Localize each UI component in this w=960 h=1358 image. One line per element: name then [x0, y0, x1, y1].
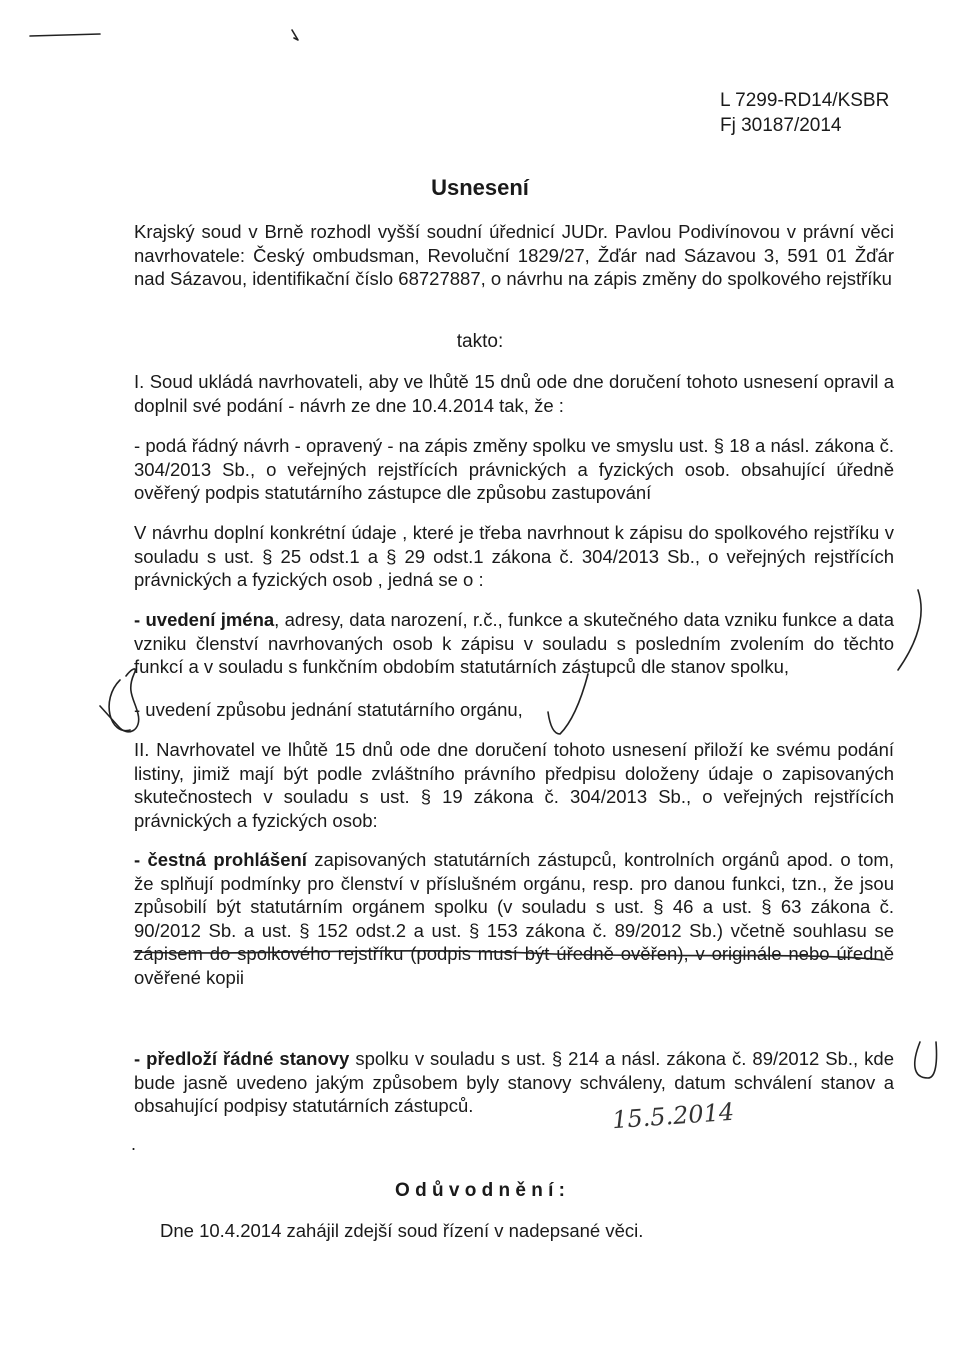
statutes-rest: spolku v souladu s ust. § 214 a násl. zákona č. 89/2012 Sb., kde bude jasně uvedeno jakým způsobem byly stanovy schváleny, datum schválení stanov a obsahující podpisy statutárních zástupců. — [134, 1048, 895, 1116]
document-title: Usnesení — [431, 175, 529, 200]
paragraph-details: V návrhu doplní konkrétní údaje , které je třeba navrhnout k zápisu do spolkového rejstříku v souladu s ust. § 25 odst.1 a § 29 odst.1 zákona č. 304/2013 Sb., o veřejných rejstřících právnických a fyzických osob , jedná se o : — [134, 522, 894, 590]
declarations-rest: zapisovaných statutárních zástupců, kontrolních orgánů apod. o tom, že splňují podmínky pro členství v příslušném orgánu, resp. pro danou funkci, tzn., že jsou způsobilí být statutárním orgánem spolku (v souladu s ust. § 46 a ust. § 63 zákona č. 90/2012 Sb. a ust. § 152 odst.2 a ust. § 153 zákona č. 89/2012 Sb.) včetně souhlasu se zápisem do spolkového rejstříku (podpis musí být úředně ověřen), v originále nebo úředně ověřené kopii — [134, 849, 894, 988]
file-reference-line-1: L 7299-RD14/KSBR — [720, 90, 890, 111]
paragraph-statutory: - uvedení způsobu jednání statutárního orgánu, — [134, 699, 523, 720]
scan-mark-top-left — [30, 34, 100, 36]
handwritten-checkmark-left — [100, 669, 139, 732]
handwritten-line-right — [898, 590, 921, 670]
reasoning-heading: O d ů v o d n ě n í : — [395, 1180, 565, 1201]
paragraph-proper-application: - podá řádný návrh - opravený - na zápis změny spolku ve smyslu ust. § 18 a násl. zákona č. 304/2013 Sb., o veřejných rejstřících právnických a fyzických osob. obsahující úředně ověřený podpis statutárního zástupce dle způsobu zastupování — [134, 435, 894, 503]
paragraph-declarations — [134, 848, 894, 989]
paragraph-i: I. Soud ukládá navrhovateli, aby ve lhůtě 15 dnů ode dne doručení tohoto usnesení opravil a doplnil své podání - návrh ze dne 10.4.2014 tak, že : — [134, 371, 894, 416]
declarations-bold: - čestná prohlášení — [134, 849, 307, 870]
handwritten-curve-left — [109, 680, 130, 731]
handwritten-mark-right — [915, 1042, 937, 1078]
stray-dot: . — [131, 1134, 137, 1154]
file-reference — [720, 88, 889, 138]
paragraph-names — [134, 608, 894, 679]
scan-mark-top — [292, 30, 298, 40]
handwritten-date: 15.5.2014 — [611, 1097, 735, 1135]
takto-heading: takto: — [456, 331, 504, 352]
paragraph-statutes — [134, 1047, 894, 1118]
intro-paragraph: Krajský soud v Brně rozhodl vyšší soudní úřednicí JUDr. Pavlou Podivínovou v právní věci navrhovatele: Český ombudsman, Revoluční 1829/27, Žďár nad Sázavou 3, 591 01 Žďár nad Sázavou, identifikační číslo 68727887, o návrhu na zápis změny do spolkového rejstříku — [134, 221, 894, 289]
names-rest: , adresy, data narození, r.č., funkce a skutečného data vzniku funkce a data vzniku členství navrhovaných osob k zápisu v souladu s posledním zvolením do těchto funkcí a v souladu s funkčním obdobím statutárních zástupců dle stanov spolku, — [134, 609, 894, 677]
file-reference-line-2: Fj 30187/2014 — [720, 115, 842, 136]
names-bold: - uvedení jména — [134, 609, 275, 630]
statutes-bold: - předloží řádné stanovy — [134, 1048, 350, 1069]
closing-line: Dne 10.4.2014 zahájil zdejší soud řízení v nadepsané věci. — [160, 1220, 644, 1241]
paragraph-ii: II. Navrhovatel ve lhůtě 15 dnů ode dne doručení tohoto usnesení přiloží ke svému podání listiny, jimiž mají být podle zvláštního právního předpisu doloženy údaje o zapisovaných skutečnostech v souladu s ust. § 19 zákona č. 304/2013 Sb., o veřejných rejstřících právnických a fyzických osob: — [134, 739, 894, 831]
